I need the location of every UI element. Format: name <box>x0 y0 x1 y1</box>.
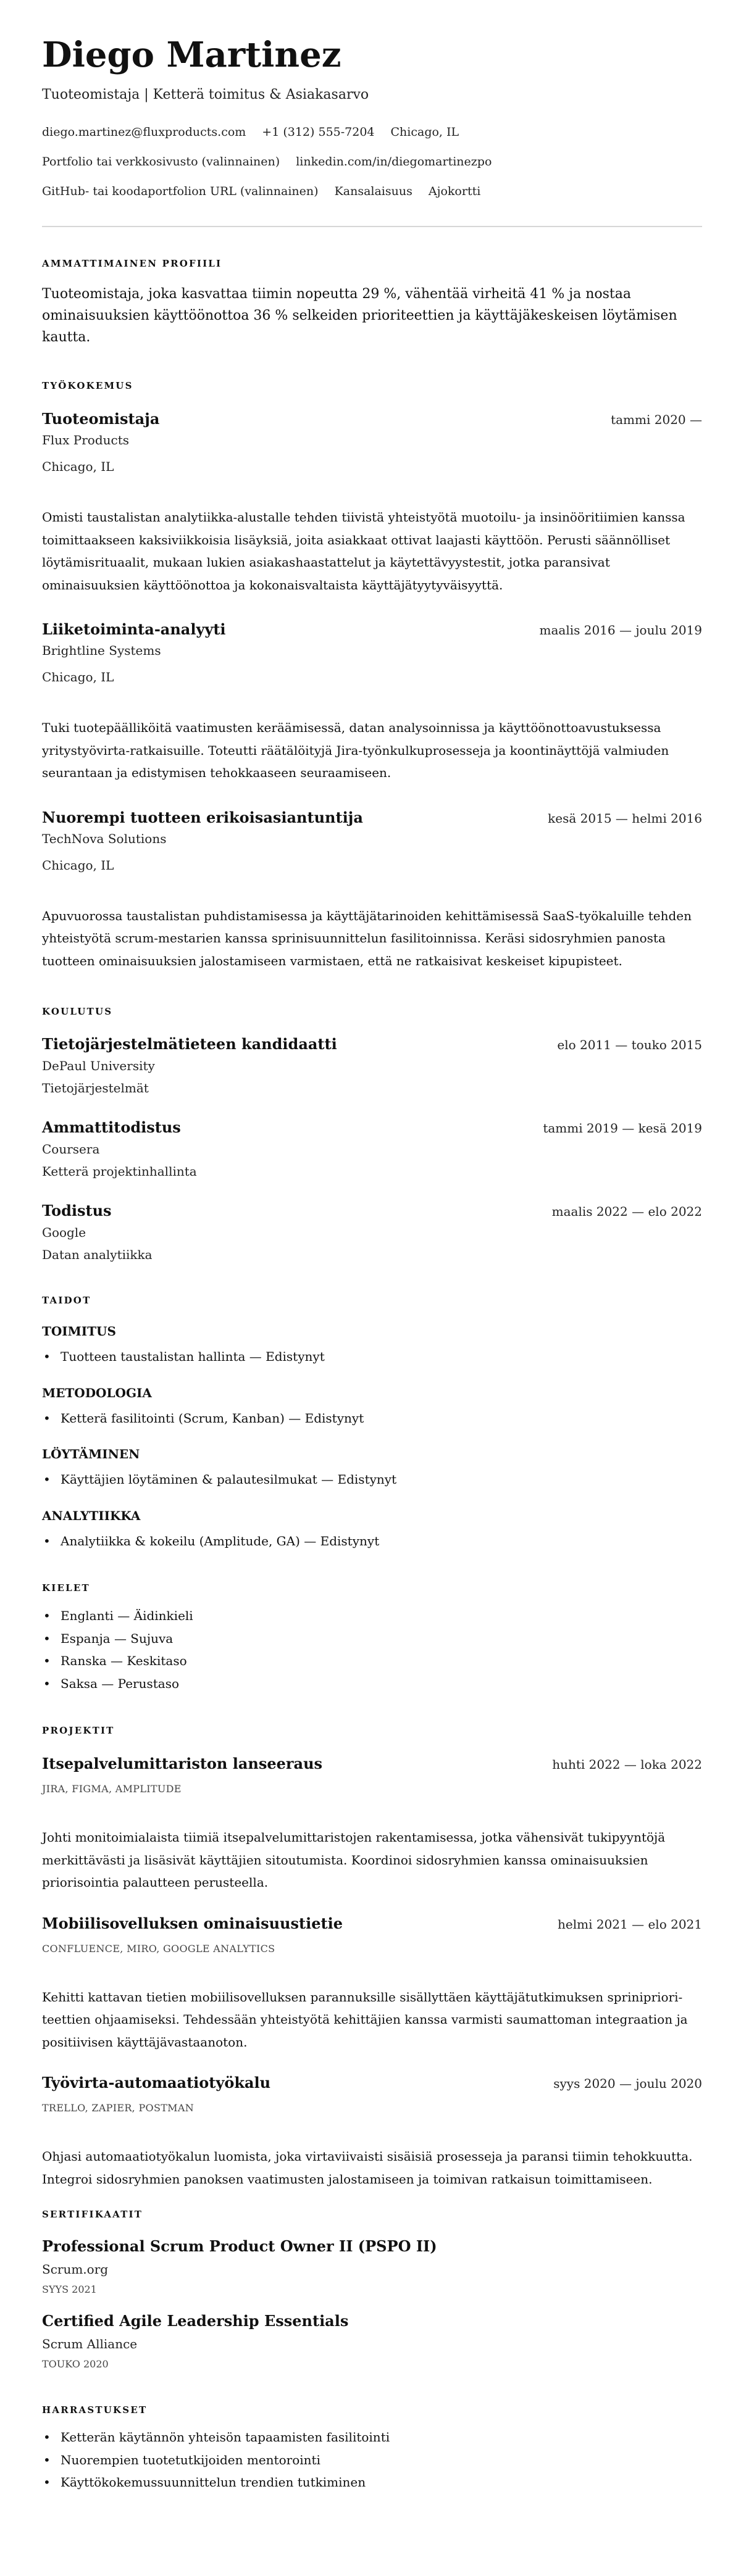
skill-group-name: LÖYTÄMINEN <box>42 1447 140 1461</box>
job-title: Nuorempi tuotteen erikoisasiantuntija <box>42 808 363 826</box>
section-heading-experience: TYÖKOKEMUS <box>42 380 133 391</box>
contact-item: Portfolio tai verkkosivusto (valinnainen) <box>42 155 280 168</box>
job-location: Chicago, IL <box>42 670 114 684</box>
certification-issuer: Scrum.org <box>42 2262 109 2277</box>
job-title: Liiketoiminta-analyyti <box>42 620 226 638</box>
contact-item: Kansalaisuus <box>334 185 412 198</box>
project-title: Mobiilisovelluksen ominaisuustietie <box>42 1914 343 1932</box>
entry-header <box>42 2073 702 2093</box>
job-location: Chicago, IL <box>42 459 114 474</box>
field-of-study: Ketterä projektinhallinta <box>42 1164 197 1179</box>
skill-item <box>42 1345 702 1368</box>
skill-list <box>42 1468 702 1491</box>
entry-header <box>42 808 702 828</box>
language-text: Saksa — Perustaso <box>61 1676 180 1691</box>
contact-item: linkedin.com/in/diegomartinezpo <box>296 155 492 168</box>
section-heading-certifications: SERTIFIKAATIT <box>42 2209 143 2220</box>
project-tools: JIRA, FIGMA, AMPLITUDE <box>42 1783 182 1795</box>
job-dates: tammi 2020 — <box>611 412 702 427</box>
interest-item <box>42 2449 702 2472</box>
company-name: Brightline Systems <box>42 643 161 658</box>
job-description: Omisti taustalistan analytiikka-alustalle tehden tiivistä yhteistyötä muotoilu- ja insinööritiimien kanssa toimittaakseen kaksiviikkoisia lisäyksiä, joita asiakkaat ottivat laajasti käyttöön. Perusti säännölliset löytämisrituaalit, mukaan lukien asiakashaastattelut ja käytettävyystestit, jotka paransivat ominaisuuksien käyttöönottoa ja kokonaisvaltaista käyttäjätyytyväisyyttä. <box>42 510 685 592</box>
project-description: Kehitti kattavan tietien mobiilisovelluksen parannuksille sisällyttäen käyttäjätutkimuksen spriniprioriteettien ohjaamiseksi. Tehdessään yhteistyötä kehittäjien kanssa varmisti saumattoman integraation ja positiivisen käyttäjävastaanoton. <box>42 1989 688 2050</box>
skill-group-name: ANALYTIIKKA <box>42 1508 141 1523</box>
project-title: Itsepalvelumittariston lanseeraus <box>42 1755 323 1772</box>
project-entry <box>42 1914 702 2054</box>
language-text: Espanja — Sujuva <box>61 1631 174 1646</box>
project-description: Ohjasi automaatiotyökalun luomista, joka virtaviivaisti sisäisiä prosesseja ja paransi tiimin tehokkuutta. Integroi sidosryhmien panoksen vaatimusten jalostamiseen ja toimivan ratkaisun toimittamiseen. <box>42 2149 693 2187</box>
degree-title: Tietojärjestelmätieteen kandidaatti <box>42 1035 337 1053</box>
contact-item: Chicago, IL <box>390 125 459 139</box>
language-text: Ranska — Keskitaso <box>61 1653 187 1668</box>
bullet-icon: • <box>43 2452 51 2467</box>
language-item <box>42 1672 702 1695</box>
profile-summary: Tuoteomistaja, joka kasvattaa tiimin nopeutta 29 %, vähentää virheitä 41 % ja nostaa ominaisuuksien käyttöönottoa 36 % selkeiden prioriteettien ja käyttäjäkeskeisen löytämisen kautta. <box>42 286 677 345</box>
certification-title: Professional Scrum Product Owner II (PSPO II) <box>42 2237 437 2255</box>
skill-list <box>42 1407 702 1430</box>
bullet-icon: • <box>43 1676 51 1691</box>
bullet-icon: • <box>43 1533 51 1548</box>
job-dates: kesä 2015 — helmi 2016 <box>548 810 702 826</box>
interest-item <box>42 2426 702 2449</box>
certification-entry <box>42 2311 702 2372</box>
degree-title: Ammattitodistus <box>42 1118 181 1136</box>
bullet-icon: • <box>43 1410 51 1426</box>
education-dates: tammi 2019 — kesä 2019 <box>543 1121 702 1136</box>
interest-text: Nuorempien tuotetutkijoiden mentorointi <box>61 2452 320 2467</box>
section-heading-projects: PROJEKTIT <box>42 1725 115 1736</box>
job-description: Apuvuorossa taustalistan puhdistamisessa ja käyttäjätarinoiden kehittämisessä SaaS-työkaluille tehden yhteistyötä scrum-mestarien kanssa sprinisuunnittelun fasilitoinnissa. Keräsi sidosryhmien panosta tuotteen ominaisuuksien jalostamiseen varmistaen, että ne ratkaisivat keskeiset kipupisteet. <box>42 908 692 968</box>
skill-list <box>42 1345 702 1368</box>
interest-text: Ketterän käytännön yhteisön tapaamisten fasilitointi <box>61 2430 390 2445</box>
language-item <box>42 1627 702 1650</box>
skill-text: Analytiikka & kokeilu (Amplitude, GA) — Edistynyt <box>61 1533 380 1548</box>
contact-line <box>42 177 702 206</box>
language-item <box>42 1650 702 1672</box>
school-name: DePaul University <box>42 1058 155 1073</box>
experience-entry <box>42 409 702 596</box>
experience-entry <box>42 620 702 784</box>
education-dates: elo 2011 — touko 2015 <box>557 1037 702 1052</box>
experience-entry <box>42 808 702 973</box>
contact-item: diego.martinez@fluxproducts.com <box>42 125 246 139</box>
company-name: TechNova Solutions <box>42 831 167 846</box>
skill-list <box>42 1530 702 1553</box>
language-item <box>42 1605 702 1627</box>
certification-date: TOUKO 2020 <box>42 2358 109 2370</box>
skill-item <box>42 1468 702 1491</box>
job-location: Chicago, IL <box>42 857 114 873</box>
job-dates: maalis 2016 — joulu 2019 <box>539 623 702 638</box>
certification-issuer: Scrum Alliance <box>42 2337 138 2351</box>
bullet-icon: • <box>43 1472 51 1487</box>
entry-header <box>42 409 702 430</box>
degree-title: Todistus <box>42 1202 112 1219</box>
skill-group-name: TOIMITUS <box>42 1324 116 1339</box>
certification-date: SYYS 2021 <box>42 2283 97 2295</box>
entry-header <box>42 1201 702 1221</box>
project-dates: syys 2020 — joulu 2020 <box>553 2076 702 2091</box>
education-dates: maalis 2022 — elo 2022 <box>551 1204 702 1219</box>
bullet-icon: • <box>43 1349 51 1364</box>
education-entry <box>42 1201 702 1264</box>
field-of-study: Datan analytiikka <box>42 1247 153 1262</box>
project-entry <box>42 2073 702 2190</box>
candidate-name: Diego Martinez <box>42 35 341 75</box>
skill-item <box>42 1530 702 1553</box>
bullet-icon: • <box>43 1608 51 1623</box>
project-tools: TRELLO, ZAPIER, POSTMAN <box>42 2102 195 2114</box>
certification-entry <box>42 2237 702 2297</box>
skill-text: Ketterä fasilitointi (Scrum, Kanban) — Edistynyt <box>61 1410 364 1426</box>
entry-header <box>42 620 702 640</box>
certification-title: Certified Agile Leadership Essentials <box>42 2312 349 2330</box>
section-heading-interests: HARRASTUKSET <box>42 2404 148 2416</box>
contact-info <box>42 117 702 206</box>
skill-group-name: METODOLOGIA <box>42 1385 152 1400</box>
job-title: Tuoteomistaja <box>42 410 160 428</box>
project-title: Työvirta-automaatiotyökalu <box>42 2074 271 2092</box>
contact-item: GitHub- tai koodaportfolion URL (valinnainen) <box>42 185 319 198</box>
education-entry <box>42 1118 702 1181</box>
section-heading-education: KOULUTUS <box>42 1006 113 1017</box>
entry-header <box>42 1914 702 1934</box>
entry-header <box>42 1034 702 1055</box>
project-description: Johti monitoimialaista tiimiä itsepalvelumittaristojen rakentamisessa, jotka vähensivät tukipyyntöjä merkittävästi ja lisäsivät käyttäjien sitoutumista. Koordinoi sidosryhmien kanssa ominaisuuksien priorisointia palautteen perusteella. <box>42 1830 666 1890</box>
entry-header <box>42 1118 702 1138</box>
field-of-study: Tietojärjestelmät <box>42 1081 149 1095</box>
bullet-icon: • <box>43 2430 51 2445</box>
school-name: Coursera <box>42 1142 100 1157</box>
section-heading-profile: AMMATTIMAINEN PROFIILI <box>42 258 222 269</box>
project-tools: CONFLUENCE, MIRO, GOOGLE ANALYTICS <box>42 1942 275 1955</box>
section-heading-skills: TAIDOT <box>42 1295 91 1306</box>
interest-list <box>42 2426 702 2494</box>
skill-text: Käyttäjien löytäminen & palautesilmukat — Edistynyt <box>61 1472 397 1487</box>
school-name: Google <box>42 1225 86 1240</box>
project-dates: huhti 2022 — loka 2022 <box>552 1757 702 1772</box>
language-list <box>42 1605 702 1695</box>
header-divider <box>42 226 702 227</box>
contact-item: Ajokortti <box>428 185 481 198</box>
contact-line <box>42 117 702 147</box>
bullet-icon: • <box>43 2475 51 2490</box>
interest-text: Käyttökokemussuunnittelun trendien tutkiminen <box>61 2475 366 2490</box>
education-entry <box>42 1034 702 1097</box>
interest-item <box>42 2471 702 2494</box>
project-entry <box>42 1754 702 1894</box>
project-dates: helmi 2021 — elo 2021 <box>558 1916 702 1932</box>
skill-text: Tuotteen taustalistan hallinta — Edistynyt <box>61 1349 325 1364</box>
bullet-icon: • <box>43 1653 51 1668</box>
skill-item <box>42 1407 702 1430</box>
headline: Tuoteomistaja | Ketterä toimitus & Asiakasarvo <box>42 87 369 102</box>
bullet-icon: • <box>43 1631 51 1646</box>
contact-item: +1 (312) 555-7204 <box>262 125 375 139</box>
contact-line <box>42 147 702 177</box>
language-text: Englanti — Äidinkieli <box>61 1608 193 1623</box>
company-name: Flux Products <box>42 433 130 447</box>
job-description: Tuki tuotepäälliköitä vaatimusten keräämisessä, datan analysoinnissa ja käyttöönottoavustuksessa yritystyövirta-ratkaisuille. Toteutti räätälöityjä Jira-työnkulkuprosesseja ja koontinäyttöjä valmiuden seurantaan ja edistymisen tehokkaaseen seuraamiseen. <box>42 720 669 780</box>
section-heading-languages: KIELET <box>42 1582 90 1593</box>
entry-header <box>42 1754 702 1774</box>
